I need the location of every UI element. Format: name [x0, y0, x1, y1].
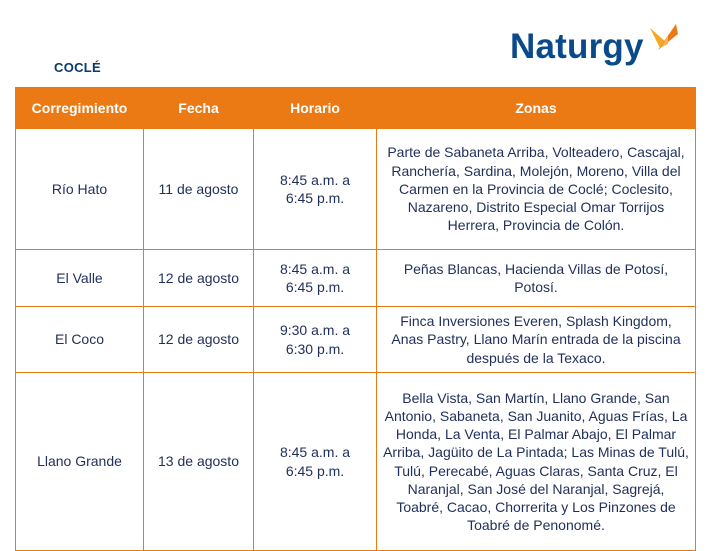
- column-header-fecha: Fecha: [144, 88, 254, 129]
- cell-corregimiento: El Valle: [16, 250, 144, 307]
- butterfly-icon: [646, 22, 680, 65]
- cell-fecha: 12 de agosto: [144, 307, 254, 373]
- cell-fecha: 11 de agosto: [144, 129, 254, 250]
- table-row: [16, 129, 696, 250]
- cell-fecha: 12 de agosto: [144, 250, 254, 307]
- logo-text: Naturgy: [510, 27, 644, 66]
- cell-corregimiento: Llano Grande: [16, 373, 144, 551]
- column-header-horario: Horario: [254, 88, 377, 129]
- table-row: [16, 373, 696, 551]
- cell-zonas: Finca Inversiones Everen, Splash Kingdom, Anas Pastry, Llano Marín entrada de la piscina después de la Texaco.: [377, 307, 696, 373]
- naturgy-logo: [510, 22, 680, 72]
- cell-horario: 8:45 a.m. a 6:45 p.m.: [254, 250, 377, 307]
- table-header-row: [16, 88, 696, 129]
- schedule-table: [15, 87, 696, 551]
- table-row: [16, 250, 696, 307]
- cell-horario: 8:45 a.m. a 6:45 p.m.: [254, 373, 377, 551]
- cell-corregimiento: Río Hato: [16, 129, 144, 250]
- cell-horario: 9:30 a.m. a 6:30 p.m.: [254, 307, 377, 373]
- table-row: [16, 307, 696, 373]
- column-header-corregimiento: Corregimiento: [16, 88, 144, 129]
- cell-fecha: 13 de agosto: [144, 373, 254, 551]
- cell-zonas: Bella Vista, San Martín, Llano Grande, San Antonio, Sabaneta, San Juanito, Aguas Frías, La Honda, La Venta, El Palmar Abajo, El Palmar Arriba, Jagüito de La Pintada; Las Minas de Tulú, Tulú, Perecabé, Aguas Claras, Santa Cruz, El Naranjal, San José del Naranjal, Sagrejá, Toabré, Cacao, Chorrerita y Los Pinzones de Toabré de Penonomé.: [377, 373, 696, 551]
- cell-corregimiento: El Coco: [16, 307, 144, 373]
- column-header-zonas: Zonas: [377, 88, 696, 129]
- cell-zonas: Peñas Blancas, Hacienda Villas de Potosí, Potosí.: [377, 250, 696, 307]
- cell-zonas: Parte de Sabaneta Arriba, Volteadero, Cascajal, Ranchería, Sardina, Molejón, Moreno, Villa del Carmen en la Provincia de Coclé; Coclesito, Nazareno, Distrito Especial Omar Torrijos Herrera, Provincia de Colón.: [377, 129, 696, 250]
- region-title: COCLÉ: [54, 60, 101, 75]
- cell-horario: 8:45 a.m. a 6:45 p.m.: [254, 129, 377, 250]
